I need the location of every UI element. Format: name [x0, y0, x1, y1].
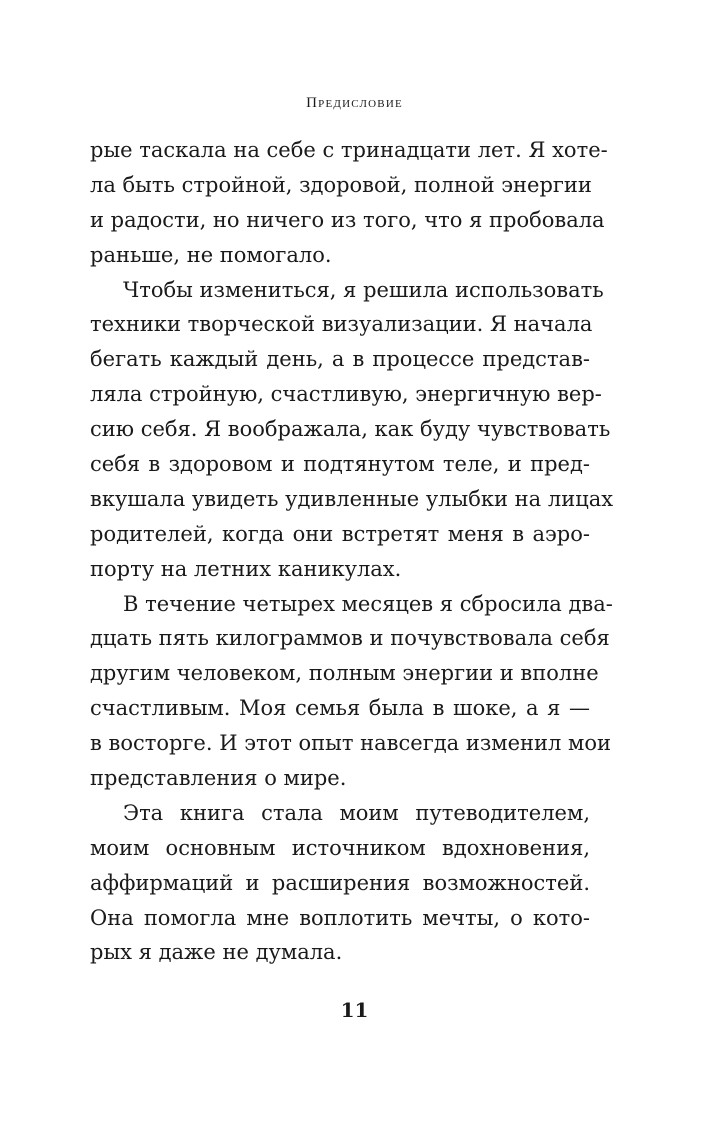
- text-line: и радости, но ничего из того, что я пробовала: [90, 207, 605, 232]
- text-line: моим основным источником вдохновения,: [90, 835, 590, 860]
- text-line: рые таскала на себе с тринадцати лет. Я хоте-: [90, 138, 608, 162]
- text-line: ла быть стройной, здоровой, полной энергии: [90, 172, 592, 197]
- text-line: дцать пять килограммов и почувствовала себя: [90, 626, 610, 651]
- text-line: себя в здоровом и подтянутом теле, и пред-: [90, 452, 590, 477]
- running-header: Предисловие: [306, 95, 403, 111]
- text-line: порту на летних каникулах.: [90, 556, 402, 581]
- text-line: Чтобы измениться, я решила использовать: [123, 277, 604, 302]
- text-line: родителей, когда они встретят меня в аэро-: [90, 521, 590, 546]
- text-line: другим человеком, полным энергии и вполне: [90, 661, 599, 686]
- text-line: рых я даже не думала.: [90, 940, 343, 965]
- text-line: счастливым. Моя семья была в шоке, а я —: [90, 696, 590, 721]
- text-line: техники творческой визуализации. Я начала: [90, 312, 593, 337]
- text-line: аффирмаций и расширения возможностей.: [90, 870, 590, 895]
- page-number: 11: [340, 998, 369, 1022]
- text-line: Она помогла мне воплотить мечты, о кото-: [90, 905, 590, 930]
- text-line: В течение четырех месяцев я сбросила два-: [123, 591, 613, 616]
- body-text: [90, 133, 614, 970]
- text-line: вкушала увидеть удивленные улыбки на лицах: [90, 486, 614, 511]
- text-line: раньше, не помогало.: [90, 242, 332, 267]
- text-line: в восторге. И этот опыт навсегда изменил мои: [90, 731, 612, 756]
- text-line: ляла стройную, счастливую, энергичную вер-: [90, 382, 602, 407]
- text-line: сию себя. Я воображала, как буду чувствовать: [90, 417, 611, 442]
- text-line: бегать каждый день, а в процессе представ-: [90, 347, 590, 372]
- text-line: Эта книга стала моим путеводителем,: [123, 800, 590, 825]
- text-line: представления о мире.: [90, 766, 347, 791]
